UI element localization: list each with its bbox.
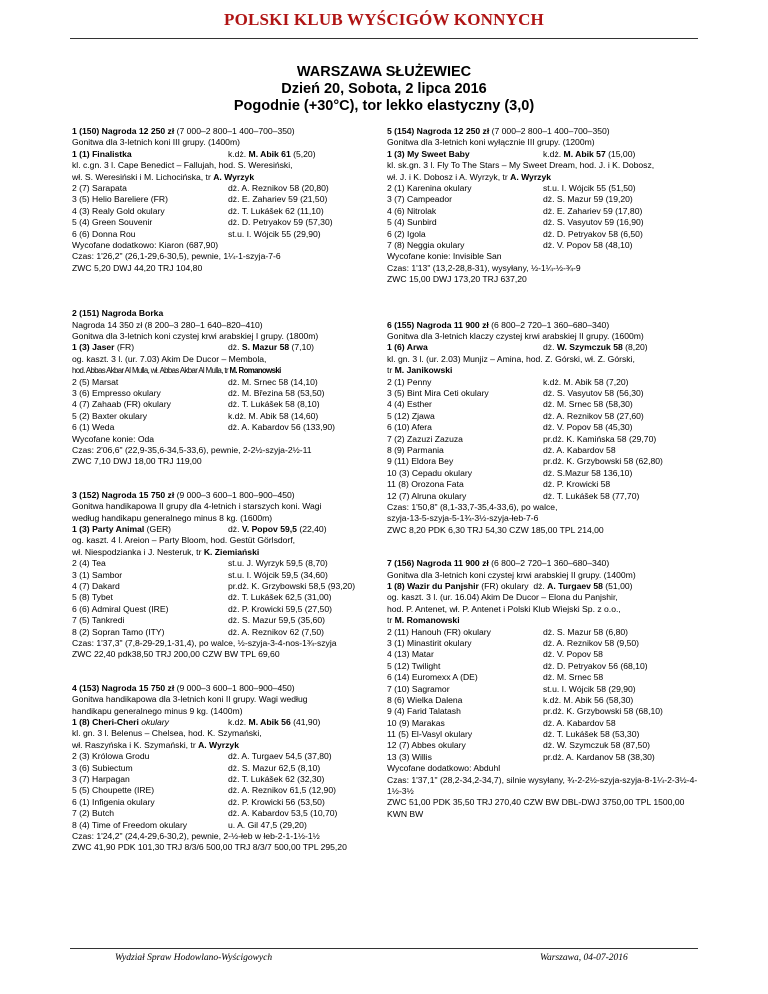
runner-name: 9 (4) Farid Talatash — [387, 706, 461, 717]
runner-jockey: st.u. I. Wójcik 55 (29,90) — [228, 228, 321, 239]
race-bets: ZWC 8,20 PDK 6,30 TRJ 54,30 CZW 185,00 TPL 214,00 — [387, 524, 604, 535]
winner-owner: hod. Abbas Akbar Al Mulla, wł. Abbas Akbar Al Mulla, tr M. Romanowski — [72, 366, 281, 376]
runner-name: 6 (1) Weda — [72, 422, 115, 433]
runner-jockey: dż. E. Zahariev 59 (17,80) — [543, 205, 643, 216]
runner-name: 5 (2) Baxter okulary — [72, 410, 147, 421]
runner-name: 8 (2) Sopran Tamo (ITY) — [72, 626, 165, 637]
meeting-titles — [0, 64, 768, 115]
page-header: POLSKI KLUB WYŚCIGÓW KONNYCH — [223, 10, 544, 29]
runner-jockey: st.u. J. Wyrzyk 59,5 (8,70) — [228, 558, 328, 569]
runner-jockey: pr.dż. K. Grzybowski 58,5 (93,20) — [228, 580, 356, 591]
runner-jockey: k.dż. M. Abik 58 (7,20) — [543, 376, 629, 387]
footer-rule — [70, 948, 698, 949]
race-description: Gonitwa dla 3-letnich koni III grupy. (1400m) — [72, 137, 240, 148]
runner-jockey: dż. T. Lukášek 62 (11,10) — [228, 205, 324, 216]
winner-owner: wł. J. i K. Dobosz i A. Wyrzyk, tr A. Wyrzyk — [387, 171, 552, 182]
winner-breeder: hod. P. Antenet, wł. P. Antenet i Polski Klub Wiejski Sp. z o.o., — [387, 603, 621, 614]
runner-name: 2 (5) Marsat — [72, 376, 119, 387]
race-2 — [72, 308, 388, 468]
runner-name: 5 (4) Green Souvenir — [72, 217, 153, 228]
race-header: 7 (156) Nagroda 11 900 zł (6 800–2 720–1 360–680–340) — [387, 558, 610, 569]
runner-name: 6 (10) Afera — [387, 422, 432, 433]
runner-name: 10 (9) Marakas — [387, 717, 445, 728]
runner-jockey: dż. P. Krowicki 58 — [543, 479, 611, 490]
left-column — [72, 126, 388, 854]
race-extra: Wycofane konie: Invisible San — [387, 251, 502, 262]
runner-name: 6 (14) Euromexx A (DE) — [387, 672, 478, 683]
race-prize: Nagroda 14 350 zł (8 200–3 280–1 640–820–410) — [72, 319, 263, 330]
runner-jockey: dż. T. Lukášek 58 (53,30) — [543, 729, 640, 740]
runner-name: 3 (1) Sambor — [72, 569, 123, 580]
runner-jockey: st.u. I. Wójcik 58 (29,90) — [543, 683, 636, 694]
race-4 — [72, 683, 388, 854]
winner-owner: wł. S. Weresiński i M. Lichocińska, tr A. Wyrzyk — [72, 171, 255, 182]
runner-name: 3 (6) Empresso okulary — [72, 388, 161, 398]
runner-jockey: dż. S. Mazur 59 (19,20) — [543, 194, 633, 205]
runner-jockey: st.u. I. Wójcik 59,5 (34,60) — [228, 569, 328, 580]
runner-name: 6 (1) Infigenia okulary — [72, 796, 155, 807]
runner-jockey: dż. A. Turgaev 54,5 (37,80) — [228, 751, 332, 762]
winner-row: 1 (8) Cheri-Cheri okulary k.dż. M. Abik 56 (41,90) — [72, 716, 321, 727]
header-rule — [70, 38, 698, 39]
runner-name: 4 (3) Realy Gold okulary — [72, 205, 165, 216]
race-6 — [387, 320, 703, 537]
winner-owner: tr M. Janikowski — [387, 365, 453, 376]
winner-pedigree: og. kaszt. 4 l. Areion – Party Bloom, hod. Gestüt Görlsdorf, — [72, 535, 296, 546]
runner-name: 5 (5) Choupette (IRE) — [72, 785, 155, 796]
runner-name: 3 (7) Campeador — [387, 194, 452, 205]
runner-name: 11 (5) El-Vasyl okulary — [387, 729, 473, 740]
race-description: Gonitwa dla 3-letnich koni czystej krwi arabskiej I grupy. (1800m) — [72, 331, 319, 341]
runner-name: 4 (4) Esther — [387, 399, 432, 410]
race-time: Czas: 1'37,1" (28,2-34,2-34,7), silnie wysyłany, ¾-2-2½-szyja-szyja-8-1¼-2-3½-4-1½-3½ — [387, 774, 698, 797]
winner-owner: wł. Raszyńska i K. Szymański, tr A. Wyrzyk — [72, 739, 239, 750]
runner-jockey: dż. A. Reznikov 58 (20,80) — [228, 183, 329, 194]
runner-name: 4 (7) Zahaab (FR) okulary — [72, 399, 171, 410]
runner-jockey: dż. A. Reznikov 62 (7,50) — [228, 626, 325, 637]
race-3 — [72, 490, 388, 661]
runner-jockey: pr.dż. K. Grzybowski 58 (62,80) — [543, 456, 663, 467]
runner-jockey: pr.dż. A. Kardanov 58 (38,30) — [543, 751, 655, 762]
runner-jockey: dż. D. Petryakov 56 (68,10) — [543, 660, 648, 671]
weather-title: Pogodnie (+30°C), tor lekko elastyczny (3,0) — [233, 98, 535, 114]
runner-jockey: pr.dż. K. Kamińska 58 (29,70) — [543, 433, 657, 444]
race-bets: ZWC 5,20 DWJ 44,20 TRJ 104,80 — [72, 262, 203, 273]
runner-jockey: dż. T. Lukášek 62,5 (31,00) — [228, 592, 332, 603]
race-description: Gonitwa dla 3-letnich koni czystej krwi arabskiej II grupy. (1400m) — [387, 569, 636, 580]
runner-name: 5 (12) Zjawa — [387, 410, 435, 421]
runner-jockey: st.u. I. Wójcik 55 (51,50) — [543, 183, 636, 194]
race-header: 2 (151) Nagroda Borka — [72, 308, 164, 319]
runner-jockey: dż. S. Mazur 59,5 (35,60) — [228, 615, 325, 626]
runner-name: 7 (5) Tankredi — [72, 615, 125, 626]
runner-name: 7 (10) Sagramor — [387, 683, 450, 694]
runner-jockey: dż. W. Szymczuk 58 (87,50) — [543, 740, 650, 751]
runner-jockey: dż. A. Kabardov 53,5 (10,70) — [228, 808, 338, 819]
runner-jockey: dż. A. Kabardov 56 (133,90) — [228, 422, 336, 433]
race-time: Czas: 1'13" (13,2-28,8-31), wysyłany, ½-1¼-½-¾-9 — [387, 262, 581, 273]
race-time-margins: szyja-13-5-szyja-5-1¾-3½-szyja-łeb-7-6 — [387, 513, 539, 524]
runner-jockey: dż. V. Popov 58 (48,10) — [543, 239, 633, 250]
winner-pedigree: kl. sk.gn. 3 l. Fly To The Stars – My Sweet Dream, hod. J. i K. Dobosz, — [387, 160, 655, 171]
winner-pedigree: og. kaszt. 3 l. (ur. 16.04) Akim De Ducor – Elona du Panjshir, — [387, 592, 618, 603]
winner-pedigree: kl. gn. 3 l. (ur. 2.03) Munjiz – Amina, hod. Z. Górski, wł. Z. Górski, — [387, 353, 635, 364]
runner-jockey: dż. A. Reznikov 58 (27,60) — [543, 410, 644, 421]
race-description: według handikapu generalnego minus 8 kg. (1600m) — [72, 512, 273, 523]
winner-owner: tr M. Romanowski — [387, 615, 460, 626]
runner-name: 6 (2) Igola — [387, 228, 426, 239]
runner-name: 4 (7) Dakard — [72, 580, 120, 591]
runner-name: 5 (12) Twilight — [387, 660, 441, 671]
runner-jockey: dż. S. Vasyutov 58 (56,30) — [543, 387, 644, 398]
race-extra: Wycofane dodatkowo: Abduhl — [387, 763, 501, 774]
winner-owner: wł. Niespodzianka i J. Nesteruk, tr K. Ziemiański — [72, 546, 260, 557]
runner-jockey: dż. S. Vasyutov 59 (16,90) — [543, 217, 644, 228]
winner-pedigree: og. kaszt. 3 l. (ur. 7.03) Akim De Ducor – Membola, — [72, 353, 267, 364]
race-extra: Wycofane dodatkowo: Kiaron (687,90) — [72, 239, 219, 250]
race-description: Gonitwa dla 3-letnich koni wyłącznie III grupy. (1200m) — [387, 137, 595, 148]
race-time: Czas: 1'24,2" (24,4-29,6-30,2), pewnie, 2-½-łeb w łeb-2-1-1½-1½ — [72, 830, 320, 841]
runner-name: 7 (2) Butch — [72, 808, 115, 819]
race-header: 1 (150) Nagroda 12 250 zł (7 000–2 800–1 400–700–350) — [72, 126, 295, 136]
runner-name: 12 (7) Alruna okulary — [387, 490, 467, 501]
runner-name: 7 (8) Neggia okulary — [387, 239, 465, 250]
runner-name: 2 (11) Hanouh (FR) okulary — [387, 626, 491, 637]
runner-jockey: dż. M. Srnec 58 (14,10) — [228, 376, 318, 387]
runner-name: 13 (3) Willis — [387, 751, 432, 762]
runner-name: 8 (4) Time of Freedom okulary — [72, 819, 188, 830]
runner-jockey: dż. A. Kabardov 58 — [543, 444, 616, 455]
race-description: Gonitwa handikapowa II grupy dla 4-letnich i starszych koni. Wagi — [72, 501, 322, 512]
venue-title: WARSZAWA SŁUŻEWIEC — [296, 64, 472, 80]
runner-name: 12 (7) Abbes okulary — [387, 740, 466, 751]
race-time: Czas: 1'50,8" (8,1-33,7-35,4-33,6), po walce, — [387, 501, 558, 512]
right-column — [387, 126, 703, 820]
runner-name: 3 (6) Subiectum — [72, 762, 133, 773]
runner-name: 6 (6) Donna Rou — [72, 228, 136, 239]
runner-jockey: pr.dż. K. Grzybowski 58 (68,10) — [543, 706, 663, 717]
race-time: Czas: 1'37,3" (7,8-29-29,1-31,4), po walce, ½-szyja-3-4-nos-1¾-szyja — [72, 637, 337, 648]
runner-jockey: dż. A. Reznikov 58 (9,50) — [543, 637, 640, 648]
footer-date: Warszawa, 04-07-2016 — [540, 953, 628, 963]
race-description: Gonitwa dla 3-letnich klaczy czystej krwi arabskiej II grupy. (1600m) — [387, 330, 644, 341]
winner-row: 1 (1) Finalistka k.dż. M. Abik 61 (5,20) — [72, 148, 316, 159]
runner-jockey: k.dż. M. Abik 58 (14,60) — [228, 410, 319, 421]
race-header: 3 (152) Nagroda 15 750 zł (9 000–3 600–1 800–900–450) — [72, 489, 295, 500]
race-extra: Wycofane konie: Oda — [72, 433, 155, 444]
runner-name: 10 (3) Cepadu okulary — [387, 467, 473, 478]
date-title: Dzień 20, Sobota, 2 lipca 2016 — [281, 81, 487, 97]
race-header: 6 (155) Nagroda 11 900 zł (6 800–2 720–1 360–680–340) — [387, 319, 610, 330]
runner-name: 4 (13) Matar — [387, 649, 434, 660]
winner-row: 1 (8) Wazir du Panjshir (FR) okulary dż. A. Turgaev 58 (51,00) — [387, 580, 633, 591]
runner-jockey: dż. D. Petryakov 58 (6,50) — [543, 228, 643, 239]
runner-jockey: dż. S. Mazur 62,5 (8,10) — [228, 762, 321, 773]
runner-jockey: dż. D. Petryakov 59 (57,30) — [228, 217, 333, 228]
runner-jockey: dż. T. Lukášek 58 (8,10) — [228, 399, 320, 410]
footer-department: Wydział Spraw Hodowlano-Wyścigowych — [115, 953, 273, 963]
runner-jockey: dż. T. Lukášek 58 (77,70) — [543, 490, 640, 501]
race-time: Czas: 2'06,6" (22,9-35,6-34,5-33,6), pewnie, 2-2½-szyja-2½-11 — [72, 444, 312, 455]
runner-name: 2 (7) Sarapata — [72, 183, 127, 194]
runner-jockey: dż. P. Krowicki 59,5 (27,50) — [228, 603, 332, 614]
runner-name: 5 (8) Tybet — [72, 592, 113, 603]
runner-jockey: dż. A. Kabardov 58 — [543, 717, 616, 728]
winner-row: 1 (3) Party Animal (GER) dż. V. Popov 59,5 (22,40) — [72, 524, 327, 534]
race-5 — [387, 126, 703, 286]
runner-name: 8 (6) Wielka Dalena — [387, 694, 463, 705]
runner-jockey: dż. E. Zahariev 59 (21,50) — [228, 194, 328, 205]
runner-name: 8 (9) Parmania — [387, 444, 444, 455]
race-bets: ZWC 15,00 DWJ 173,20 TRJ 637,20 — [387, 274, 527, 285]
winner-row: 1 (3) My Sweet Baby k.dż. M. Abik 57 (15,00) — [387, 148, 636, 159]
race-description: handikapu generalnego minus 9 kg. (1400m) — [72, 705, 243, 716]
runner-jockey: dż. M. Březina 58 (53,50) — [228, 388, 325, 398]
runner-jockey: dż. M. Srnec 58 (58,30) — [543, 399, 633, 410]
race-time: Czas: 1'26,2" (26,1-29,6-30,5), pewnie, 1¼-1-szyja-7-6 — [72, 251, 281, 262]
runner-name: 2 (3) Królowa Grodu — [72, 751, 150, 762]
runner-jockey: dż. M. Srnec 58 — [543, 672, 604, 683]
runner-name: 11 (8) Orozona Fata — [387, 479, 464, 490]
runner-name: 9 (11) Eldora Bey — [387, 456, 454, 467]
runner-name: 3 (5) Bint Mira Ceti okulary — [387, 387, 489, 398]
runner-name: 3 (7) Harpagan — [72, 773, 130, 784]
race-1 — [72, 126, 388, 274]
runner-jockey: dż. A. Reznikov 61,5 (12,90) — [228, 785, 336, 796]
runner-jockey: dż. V. Popov 58 — [543, 649, 603, 660]
runner-name: 2 (4) Tea — [72, 558, 106, 569]
runner-name: 5 (4) Sunbird — [387, 217, 437, 228]
runner-jockey: dż. T. Lukášek 62 (32,30) — [228, 773, 325, 784]
runner-name: 3 (1) Minastirit okulary — [387, 637, 472, 648]
runner-jockey: dż. S. Mazur 58 (6,80) — [543, 626, 629, 637]
runner-name: 6 (6) Admiral Quest (IRE) — [72, 603, 169, 614]
runner-jockey: dż. S.Mazur 58 136,10) — [543, 467, 633, 478]
race-7 — [387, 558, 703, 820]
winner-row: 1 (6) Arwa dż. W. Szymczuk 58 (8,20) — [387, 342, 648, 353]
race-header: 4 (153) Nagroda 15 750 zł (9 000–3 600–1 800–900–450) — [72, 682, 295, 693]
race-description: Gonitwa handikapowa dla 3-letnich koni II grupy. Wagi według — [72, 694, 308, 705]
runner-name: 2 (1) Penny — [387, 376, 432, 387]
runner-name: 7 (2) Zazuzi Zazuza — [387, 433, 463, 444]
winner-row: 1 (3) Jaser (FR) dż. S. Mazur 58 (7,10) — [72, 342, 314, 353]
race-header: 5 (154) Nagroda 12 250 zł (7 000–2 800–1 400–700–350) — [387, 126, 610, 136]
winner-pedigree: kl. gn. 3 l. Belenus – Chelsea, hod. K. Szymański, — [72, 728, 262, 739]
runner-jockey: dż. P. Krowicki 56 (53,50) — [228, 796, 325, 807]
race-bets: ZWC 41,90 PDK 101,30 TRJ 8/3/6 500,00 TRJ 8/3/7 500,00 TPL 295,20 — [72, 842, 347, 853]
runner-jockey: dż. V. Popov 58 (45,30) — [543, 422, 633, 433]
race-bets: ZWC 51,00 PDK 35,50 TRJ 270,40 CZW BW DBL-DWJ 3750,00 TPL 1500,00 KWN BW — [387, 797, 685, 819]
winner-pedigree: kl. c.gn. 3 l. Cape Benedict – Fallujah, hod. S. Weresiński, — [72, 160, 293, 171]
runner-name: 2 (1) Karenina okulary — [387, 183, 472, 194]
runner-name: 4 (6) Nitrolak — [387, 205, 437, 216]
race-bets: ZWC 22,40 pdk38,50 TRJ 200,00 CZW BW TPL 69,60 — [72, 649, 280, 660]
runner-jockey: k.dż. M. Abik 56 (58,30) — [543, 694, 634, 705]
runner-jockey: u. A. Gil 47,5 (29,20) — [228, 819, 307, 830]
race-bets: ZWC 7,10 DWJ 18,00 TRJ 119,00 — [72, 456, 202, 467]
runner-name: 3 (5) Helio Bareliere (FR) — [72, 194, 168, 205]
